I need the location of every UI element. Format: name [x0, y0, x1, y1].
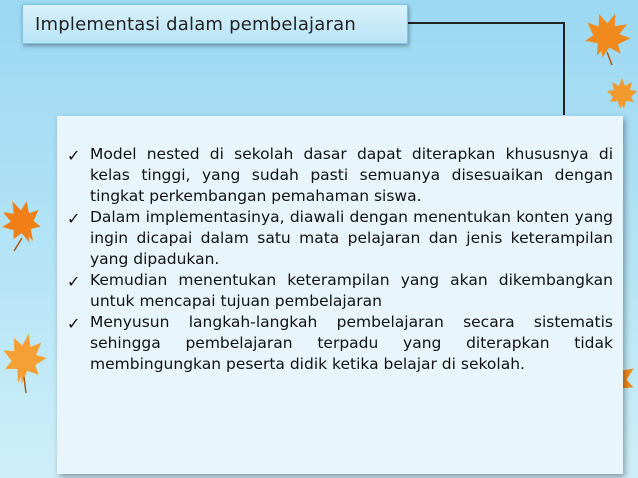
bullet-list [67, 144, 613, 375]
checkmark-icon: ✓ [67, 314, 81, 333]
page-title: Implementasi dalam pembelajaran [35, 13, 356, 35]
bullet-text: Kemudian menentukan keterampilan yang akan dikembangkan untuk mencapai tujuan pembelajaran [90, 271, 613, 310]
title-box [22, 4, 408, 44]
title-connector-line [408, 22, 565, 115]
list-item [67, 207, 613, 270]
bullet-text: Model nested di sekolah dasar dapat diterapkan khususnya di kelas tinggi, yang sudah pasti semuanya disesuaikan dengan tingkat perkembangan pemahaman siswa. [90, 145, 613, 205]
bullet-text: Dalam implementasinya, diawali dengan menentukan konten yang ingin dicapai dalam satu mata pelajaran dan jenis keterampilan yang dipadukan. [90, 208, 613, 268]
maple-leaf-icon [606, 76, 638, 116]
maple-leaf-icon [580, 8, 634, 66]
list-item [67, 270, 613, 312]
content-box [57, 116, 623, 474]
checkmark-icon: ✓ [67, 272, 81, 291]
checkmark-icon: ✓ [67, 209, 81, 228]
list-item [67, 144, 613, 207]
bullet-text: Menyusun langkah-langkah pembelajaran secara sistematis sehingga pembelajaran terpadu yang diterapkan tidak membingungkan peserta didik ketika belajar di sekolah. [90, 313, 613, 373]
maple-leaf-icon [0, 196, 44, 252]
list-item [67, 312, 613, 375]
checkmark-icon: ✓ [67, 146, 81, 165]
maple-leaf-icon [0, 330, 48, 394]
